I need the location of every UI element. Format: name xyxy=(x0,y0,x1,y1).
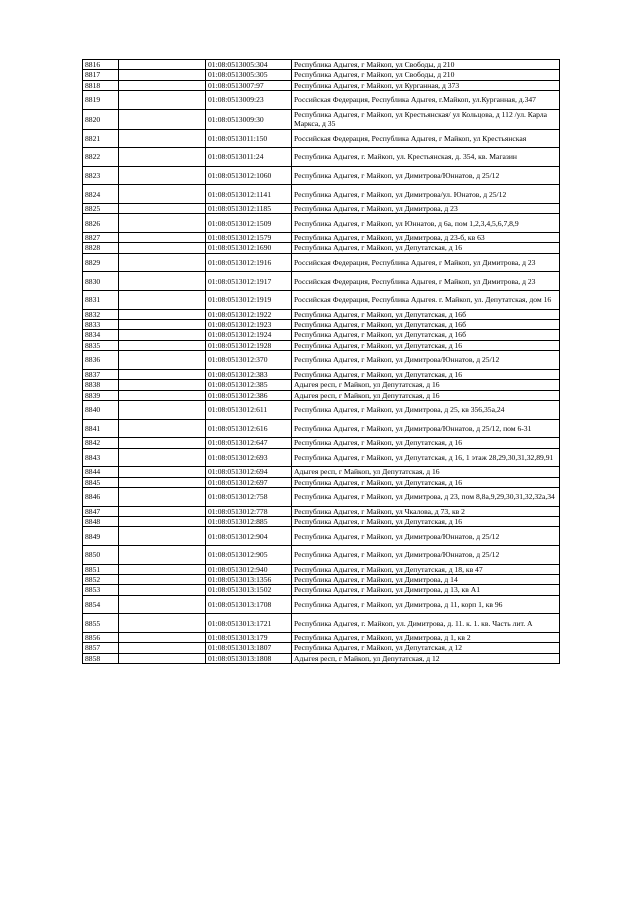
address-cell: Республика Адыгея, г Майкоп, ул Димитрова/Юннатов, д 25/12 xyxy=(292,546,560,565)
address-cell: Республика Адыгея, г Майкоп, ул Крестьянская/ ул Кольцова, д 112 /ул. Карла Маркса, д 35 xyxy=(292,109,560,129)
table-row xyxy=(83,70,560,80)
address-cell: Республика Адыгея, г Майкоп, ул Димитрова, д 23-б, кв 63 xyxy=(292,233,560,243)
address-cell: Российская Федерация, Республика Адыгея. г. Майкоп, ул. Депутатская, дом 16 xyxy=(292,291,560,310)
cadastral-number-cell: 01:08:0513013:1502 xyxy=(206,585,292,595)
cadastral-number-cell: 01:08:0513012:1919 xyxy=(206,291,292,310)
address-cell: Адыгея респ, г Майкоп, ул Депутатская, д 16 xyxy=(292,380,560,390)
address-cell: Республика Адыгея, г Майкоп, ул Депутатская, д 16, 1 этаж 28,29,30,31,32,89,91 xyxy=(292,448,560,467)
cadastral-number-cell: 01:08:0513012:1690 xyxy=(206,243,292,253)
empty-cell xyxy=(119,448,206,467)
row-number-cell: 8834 xyxy=(83,330,119,340)
cadastral-number-cell: 01:08:0513012:697 xyxy=(206,477,292,487)
address-cell: Республика Адыгея, г Майкоп, ул Димитрова, д 11, корп 1, кв 96 xyxy=(292,595,560,614)
table-row xyxy=(83,109,560,129)
empty-cell xyxy=(119,291,206,310)
empty-cell xyxy=(119,185,206,204)
table-row xyxy=(83,643,560,653)
table-row xyxy=(83,467,560,477)
empty-cell xyxy=(119,419,206,438)
address-cell: Республика Адыгея, г Майкоп, ул Димитрова, д 23, пом 8,8а,9,29,30,31,32,32а,34 xyxy=(292,488,560,507)
cadastral-number-cell: 01:08:0513005:304 xyxy=(206,60,292,70)
address-cell: Адыгея респ, г Майкоп, ул Депутатская, д 12 xyxy=(292,653,560,663)
cadastral-number-cell: 01:08:0513013:1356 xyxy=(206,575,292,585)
cadastral-number-cell: 01:08:0513012:1060 xyxy=(206,166,292,185)
empty-cell xyxy=(119,477,206,487)
cadastral-number-cell: 01:08:0513012:694 xyxy=(206,467,292,477)
address-cell: Российская Федерация, Республика Адыгея, г.Майкоп, ул.Курганная, д.347 xyxy=(292,91,560,110)
cadastral-number-cell: 01:08:0513005:305 xyxy=(206,70,292,80)
address-cell: Республика Адыгея, г Майкоп, ул Димитрова/Юннатов, д 25/12, пом 6-31 xyxy=(292,419,560,438)
cadastral-number-cell: 01:08:0513012:758 xyxy=(206,488,292,507)
row-number-cell: 8853 xyxy=(83,585,119,595)
row-number-cell: 8823 xyxy=(83,166,119,185)
empty-cell xyxy=(119,401,206,420)
address-cell: Республика Адыгея, г Майкоп, ул Димитрова, д 23 xyxy=(292,204,560,214)
cadastral-number-cell: 01:08:0513012:1141 xyxy=(206,185,292,204)
address-cell: Республика Адыгея, г Майкоп, ул Димитрова, д 1, кв 2 xyxy=(292,633,560,643)
empty-cell xyxy=(119,488,206,507)
cadastral-number-cell: 01:08:0513012:1917 xyxy=(206,272,292,291)
empty-cell xyxy=(119,595,206,614)
table-row xyxy=(83,369,560,379)
empty-cell xyxy=(119,585,206,595)
property-register-table xyxy=(82,59,560,664)
table-row xyxy=(83,272,560,291)
row-number-cell: 8849 xyxy=(83,527,119,546)
address-cell: Республика Адыгея, г Майкоп, ул Димитрова, д 14 xyxy=(292,575,560,585)
table-row xyxy=(83,546,560,565)
cadastral-number-cell: 01:08:0513012:1509 xyxy=(206,214,292,233)
row-number-cell: 8848 xyxy=(83,517,119,527)
empty-cell xyxy=(119,653,206,663)
empty-cell xyxy=(119,351,206,370)
address-cell: Республика Адыгея, г Майкоп, ул Димитрова/Юннатов, д 25/12 xyxy=(292,527,560,546)
address-cell: Республика Адыгея, г Майкоп, ул Депутатская, д 16б xyxy=(292,309,560,319)
row-number-cell: 8857 xyxy=(83,643,119,653)
empty-cell xyxy=(119,214,206,233)
cadastral-number-cell: 01:08:0513011:150 xyxy=(206,129,292,148)
empty-cell xyxy=(119,380,206,390)
cadastral-number-cell: 01:08:0513012:904 xyxy=(206,527,292,546)
row-number-cell: 8830 xyxy=(83,272,119,291)
empty-cell xyxy=(119,340,206,350)
address-cell: Адыгея респ, г Майкоп, ул Депутатская, д 16 xyxy=(292,390,560,400)
row-number-cell: 8820 xyxy=(83,109,119,129)
row-number-cell: 8843 xyxy=(83,448,119,467)
address-cell: Республика Адыгея, г Майкоп, ул Депутатская, д 16 xyxy=(292,369,560,379)
cadastral-number-cell: 01:08:0513012:370 xyxy=(206,351,292,370)
row-number-cell: 8831 xyxy=(83,291,119,310)
table-row xyxy=(83,60,560,70)
empty-cell xyxy=(119,148,206,167)
cadastral-number-cell: 01:08:0513013:1721 xyxy=(206,614,292,633)
table-row xyxy=(83,653,560,663)
address-cell: Республика Адыгея, г. Майкоп, ул. Димитрова, д. 11. к. 1. кв. Часть лит. А xyxy=(292,614,560,633)
row-number-cell: 8816 xyxy=(83,60,119,70)
row-number-cell: 8825 xyxy=(83,204,119,214)
row-number-cell: 8856 xyxy=(83,633,119,643)
row-number-cell: 8845 xyxy=(83,477,119,487)
address-cell: Республика Адыгея, г Майкоп, ул Депутатская, д 16 xyxy=(292,438,560,448)
cadastral-number-cell: 01:08:0513009:23 xyxy=(206,91,292,110)
table-row xyxy=(83,575,560,585)
address-cell: Республика Адыгея, г Майкоп, ул Димитрова/Юннатов, д 25/12 xyxy=(292,166,560,185)
empty-cell xyxy=(119,204,206,214)
row-number-cell: 8821 xyxy=(83,129,119,148)
table-row xyxy=(83,340,560,350)
table-row xyxy=(83,91,560,110)
cadastral-number-cell: 01:08:0513012:1928 xyxy=(206,340,292,350)
address-cell: Республика Адыгея, г Майкоп, ул Юннатов, д 6а, пом 1,2,3,4,5,6,7,8,9 xyxy=(292,214,560,233)
row-number-cell: 8841 xyxy=(83,419,119,438)
empty-cell xyxy=(119,517,206,527)
table-row xyxy=(83,448,560,467)
table-row xyxy=(83,595,560,614)
row-number-cell: 8833 xyxy=(83,320,119,330)
cadastral-number-cell: 01:08:0513012:885 xyxy=(206,517,292,527)
row-number-cell: 8829 xyxy=(83,253,119,272)
empty-cell xyxy=(119,438,206,448)
empty-cell xyxy=(119,129,206,148)
row-number-cell: 8828 xyxy=(83,243,119,253)
empty-cell xyxy=(119,91,206,110)
empty-cell xyxy=(119,614,206,633)
table-row xyxy=(83,351,560,370)
cadastral-number-cell: 01:08:0513013:1807 xyxy=(206,643,292,653)
table-row xyxy=(83,330,560,340)
row-number-cell: 8827 xyxy=(83,233,119,243)
cadastral-number-cell: 01:08:0513013:1808 xyxy=(206,653,292,663)
table-row xyxy=(83,148,560,167)
table-row xyxy=(83,214,560,233)
cadastral-number-cell: 01:08:0513012:1922 xyxy=(206,309,292,319)
table-row xyxy=(83,166,560,185)
row-number-cell: 8822 xyxy=(83,148,119,167)
row-number-cell: 8817 xyxy=(83,70,119,80)
cadastral-number-cell: 01:08:0513012:383 xyxy=(206,369,292,379)
table-row xyxy=(83,380,560,390)
address-cell: Российская Федерация, Республика Адыгея, г Майкоп, ул Димитрова, д 23 xyxy=(292,253,560,272)
table-row xyxy=(83,438,560,448)
table-row xyxy=(83,517,560,527)
address-cell: Республика Адыгея, г Майкоп, ул Чкалова, д 73, кв 2 xyxy=(292,506,560,516)
empty-cell xyxy=(119,272,206,291)
address-cell: Российская Федерация, Республика Адыгея, г Майкоп, ул Крестьянская xyxy=(292,129,560,148)
row-number-cell: 8838 xyxy=(83,380,119,390)
row-number-cell: 8850 xyxy=(83,546,119,565)
cadastral-number-cell: 01:08:0513012:940 xyxy=(206,564,292,574)
empty-cell xyxy=(119,109,206,129)
empty-cell xyxy=(119,309,206,319)
empty-cell xyxy=(119,546,206,565)
empty-cell xyxy=(119,233,206,243)
row-number-cell: 8819 xyxy=(83,91,119,110)
address-cell: Республика Адыгея, г Майкоп, ул Депутатская, д 16б xyxy=(292,330,560,340)
cadastral-number-cell: 01:08:0513012:1185 xyxy=(206,204,292,214)
table-row xyxy=(83,614,560,633)
address-cell: Республика Адыгея, г Майкоп, ул Депутатская, д 18, кв 47 xyxy=(292,564,560,574)
row-number-cell: 8851 xyxy=(83,564,119,574)
empty-cell xyxy=(119,467,206,477)
row-number-cell: 8854 xyxy=(83,595,119,614)
table-row xyxy=(83,419,560,438)
address-cell: Республика Адыгея, г Майкоп, ул Димитрова/Юннатов, д 25/12 xyxy=(292,351,560,370)
table-row xyxy=(83,204,560,214)
address-cell: Республика Адыгея, г Майкоп, ул Димитрова, д 13, кв А1 xyxy=(292,585,560,595)
row-number-cell: 8837 xyxy=(83,369,119,379)
empty-cell xyxy=(119,506,206,516)
row-number-cell: 8840 xyxy=(83,401,119,420)
cadastral-number-cell: 01:08:0513011:24 xyxy=(206,148,292,167)
row-number-cell: 8824 xyxy=(83,185,119,204)
register-body xyxy=(83,60,560,664)
address-cell: Республика Адыгея, г Майкоп, ул Свободы, д 210 xyxy=(292,60,560,70)
address-cell: Республика Адыгея, г Майкоп, ул Курганная, д 373 xyxy=(292,80,560,90)
address-cell: Республика Адыгея, г Майкоп, ул Димитрова, д 25, кв 356,35а,24 xyxy=(292,401,560,420)
row-number-cell: 8826 xyxy=(83,214,119,233)
row-number-cell: 8846 xyxy=(83,488,119,507)
table-row xyxy=(83,80,560,90)
cadastral-number-cell: 01:08:0513012:1579 xyxy=(206,233,292,243)
address-cell: Республика Адыгея, г Майкоп, ул Депутатская, д 16б xyxy=(292,320,560,330)
table-row xyxy=(83,401,560,420)
table-row xyxy=(83,320,560,330)
row-number-cell: 8855 xyxy=(83,614,119,633)
table-row xyxy=(83,291,560,310)
empty-cell xyxy=(119,527,206,546)
row-number-cell: 8852 xyxy=(83,575,119,585)
row-number-cell: 8835 xyxy=(83,340,119,350)
row-number-cell: 8858 xyxy=(83,653,119,663)
address-cell: Республика Адыгея, г Майкоп, ул Димитрова/ул. Юнатов, д 25/12 xyxy=(292,185,560,204)
empty-cell xyxy=(119,80,206,90)
cadastral-number-cell: 01:08:0513012:778 xyxy=(206,506,292,516)
address-cell: Республика Адыгея, г Майкоп, ул Депутатская, д 16 xyxy=(292,340,560,350)
address-cell: Адыгея респ, г Майкоп, ул Депутатская, д 16 xyxy=(292,467,560,477)
table-row xyxy=(83,253,560,272)
table-row xyxy=(83,129,560,148)
empty-cell xyxy=(119,243,206,253)
cadastral-number-cell: 01:08:0513007:97 xyxy=(206,80,292,90)
row-number-cell: 8842 xyxy=(83,438,119,448)
empty-cell xyxy=(119,166,206,185)
table-row xyxy=(83,506,560,516)
cadastral-number-cell: 01:08:0513009:30 xyxy=(206,109,292,129)
table-row xyxy=(83,309,560,319)
table-row xyxy=(83,564,560,574)
table-row xyxy=(83,527,560,546)
cadastral-number-cell: 01:08:0513012:1923 xyxy=(206,320,292,330)
cadastral-number-cell: 01:08:0513012:905 xyxy=(206,546,292,565)
cadastral-number-cell: 01:08:0513012:693 xyxy=(206,448,292,467)
cadastral-number-cell: 01:08:0513012:1924 xyxy=(206,330,292,340)
address-cell: Российская Федерация, Республика Адыгея, г Майкоп, ул Димитрова, д 23 xyxy=(292,272,560,291)
table-row xyxy=(83,233,560,243)
empty-cell xyxy=(119,320,206,330)
table-row xyxy=(83,633,560,643)
cadastral-number-cell: 01:08:0513012:385 xyxy=(206,380,292,390)
empty-cell xyxy=(119,575,206,585)
cadastral-number-cell: 01:08:0513012:611 xyxy=(206,401,292,420)
empty-cell xyxy=(119,70,206,80)
empty-cell xyxy=(119,643,206,653)
cadastral-number-cell: 01:08:0513013:1708 xyxy=(206,595,292,614)
cadastral-number-cell: 01:08:0513012:386 xyxy=(206,390,292,400)
row-number-cell: 8832 xyxy=(83,309,119,319)
row-number-cell: 8818 xyxy=(83,80,119,90)
table-row xyxy=(83,390,560,400)
row-number-cell: 8847 xyxy=(83,506,119,516)
empty-cell xyxy=(119,390,206,400)
address-cell: Республика Адыгея, г Майкоп, ул Депутатская, д 16 xyxy=(292,243,560,253)
cadastral-number-cell: 01:08:0513013:179 xyxy=(206,633,292,643)
empty-cell xyxy=(119,60,206,70)
table-row xyxy=(83,185,560,204)
cadastral-number-cell: 01:08:0513012:647 xyxy=(206,438,292,448)
empty-cell xyxy=(119,564,206,574)
empty-cell xyxy=(119,369,206,379)
table-row xyxy=(83,488,560,507)
row-number-cell: 8839 xyxy=(83,390,119,400)
address-cell: Республика Адыгея, г Майкоп, ул Депутатская, д 16 xyxy=(292,477,560,487)
table-row xyxy=(83,243,560,253)
cadastral-number-cell: 01:08:0513012:616 xyxy=(206,419,292,438)
empty-cell xyxy=(119,330,206,340)
empty-cell xyxy=(119,253,206,272)
table-row xyxy=(83,585,560,595)
table-row xyxy=(83,477,560,487)
row-number-cell: 8836 xyxy=(83,351,119,370)
address-cell: Республика Адыгея, г Майкоп, ул Депутатская, д 12 xyxy=(292,643,560,653)
row-number-cell: 8844 xyxy=(83,467,119,477)
empty-cell xyxy=(119,633,206,643)
address-cell: Республика Адыгея, г. Майкоп, ул. Крестьянская, д. 354, кв. Магазин xyxy=(292,148,560,167)
address-cell: Республика Адыгея, г Майкоп, ул Свободы, д 210 xyxy=(292,70,560,80)
cadastral-number-cell: 01:08:0513012:1916 xyxy=(206,253,292,272)
address-cell: Республика Адыгея, г Майкоп, ул Депутатская, д 16 xyxy=(292,517,560,527)
